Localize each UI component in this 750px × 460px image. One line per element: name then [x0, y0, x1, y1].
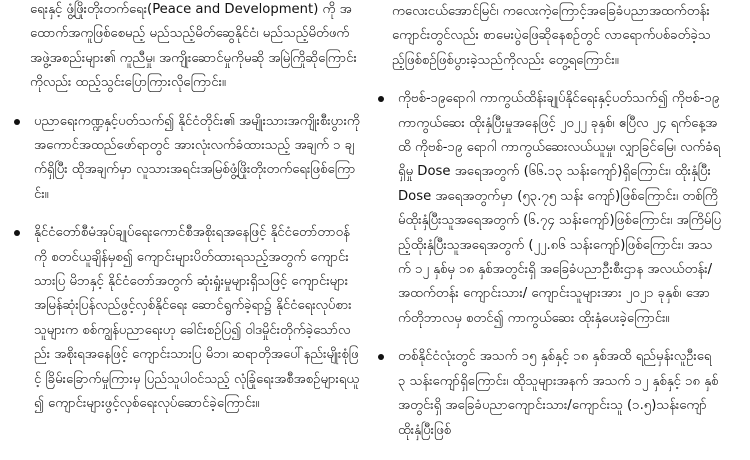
bullet-icon	[14, 119, 20, 125]
bullet-text: ကိုဗစ်-၁၉ရောဂါ ကာကွယ်ထိန်းချုပ်နိုင်ရေးနှင့်ပတ်သက်၍ ကိုဗစ်-၁၉ ကာကွယ်ဆေး ထိုးနှံပြီးမှုအနေဖြင့် ၂၀၂၂ ခုနှစ်၊ ဧပြီလ ၂၄ ရက်နေ့အထိ ကိုဗစ်-၁၉ ရောဂါ ကာကွယ်ဆေးလယ်ယူမှု၊ လျှာခြင်မြေ၊ လက်ခံရရှိမှု Dose အရေအတွက် (၆၆.၁၃ သန်းကျော်)ရှိကြောင်း၊ ထိုးနှံပြီး Dose အရေအတွက်မှာ (၅၃.၇၅ သန်း ကျော်)ဖြစ်ကြောင်း၊ တစ်ကြိမ်ထိုးနှံပြီးသူအရေအတွက် (၆.၇၄ သန်းကျော်)ဖြစ်ကြောင်း၊ အကြိမ်ပြည့်ထိုးနှံပြီးသူအရေအတွက် (၂၂.၈၆ သန်းကျော်)ဖြစ်ကြောင်း၊ အသက် ၁၂ နှစ်မှ ၁၈ နှစ်အတွင်းရှိ အခြေခံပညာဦးစီးဌာန အလယ်တန်း/ အထက်တန်း ကျောင်းသား/ ကျောင်းသူများအား ၂၀၂၁ ခုနှစ်၊ အောက်တိုဘာလမှ စတင်၍ ကာကွယ်ဆေး ထိုးနှံပေးခဲ့ကြောင်း။	[398, 91, 722, 326]
paragraph-continuation: ကလေးငယ်အောင်မြင်၊ ကလေးကဲ့ကြောင့်အခြေခံပညာအထက်တန်းကျောင်းတွင်လည်း စာမေးပွဲဖြေဆိုနေစဉ်တွင် လာရောက်ပစ်ခတ်ခဲ့သည့်ဖြစ်စဉ်ဖြစ်ပွားခဲ့သည်ကိုလည်း တွေ့ရကြောင်း။	[392, 4, 711, 68]
bullet-item	[378, 87, 722, 331]
bullet-item	[14, 221, 360, 416]
bullet-icon	[378, 354, 384, 360]
left-column	[30, 0, 360, 431]
paragraph-continuation: ရေးနှင့် ဖွံ့ဖြိုးတိုးတက်ရေး(Peace and Development) ကို အထောက်အကူဖြစ်စေမည့် မည်သည့်မိတ်ဆွေနိုင်ငံ၊ မည်သည့်မိတ်ဖက်အဖွဲ့အစည်းများ၏ ကူညီမှု၊ အကျိုးဆောင်မှုကိုမဆို အမြဲကြိုဆိုကြောင်းကိုလည်း ထည့်သွင်းပြောကြားလိုကြောင်း။	[30, 2, 357, 91]
bullet-icon	[378, 96, 384, 102]
bullet-icon	[14, 230, 20, 236]
right-column	[392, 0, 722, 457]
bullet-text: တစ်နိုင်ငံလုံးတွင် အသက် ၁၅ နှစ်နှင့် ၁၈ နှစ်အထိ ရည်မှန်းလူဦးရေ ၃ သန်းကျော်ရှိကြောင်း၊ ထိုသူများအနက် အသက် ၁၂ နှစ်နှင့် ၁၈ နှစ်အတွင်းရှိ အခြေခံပညာကျောင်းသား/ကျောင်းသူ (၁.၅)သန်းကျော် ထိုးနှံပြီးဖြစ်	[398, 349, 719, 438]
bullet-text: ပညာရေးကဏ္ဍနှင့်ပတ်သက်၍ နိုင်ငံတိုင်း၏ အမျိုးသားအကျိုးစီးပွားကို အကောင်အထည်ဖော်ရာတွင် အားလုံးလက်ခံထားသည့် အချက် ၁ ချက်ရှိပြီး ထိုအချက်မှာ လူသားအရင်းအမြစ်ဖွံ့ဖြိုးတိုးတက်ရေးဖြစ်ကြောင်း။	[34, 113, 360, 202]
bullet-item	[378, 345, 722, 443]
bullet-text: နိုင်ငံတော်စီမံအုပ်ချုပ်ရေးကောင်စီအစိုးရအနေဖြင့် နိုင်ငံတော်တာဝန်ကို စတင်ယူချိန်မှစ၍ ကျောင်းများပိတ်ထားရသည့်အတွက် ကျောင်းသားပြ မိဘနှင့် နိုင်ငံတော်အတွက် ဆုံးရှုံးမှုများရှိသဖြင့် ကျောင်းများ အမြန်ဆုံးပြန်လည်ဖွင့်လှစ်နိုင်ရေး ဆောင်ရွက်ခဲ့ရာ၌ နိုင်ငံရေးလုပ်စားသူများက စစ်ကျွန်ပညာရေးဟု ခေါင်းစဉ်ပြ၍ ဝါဒမှိုင်းတိုက်ခဲ့သော်လည်း အစိုးရအနေဖြင့် ကျောင်းသားပြ မိဘ၊ ဆရာတိုအပေါ်နည်းမျိုးစုံဖြင့် ခြိမ်းခြောက်မှုကြားမှ ပြည်သူပါဝင်သည့် လုံခြုံရေးအစီအစဉ်များရယူ၍ ကျောင်းများဖွင့်လှစ်ရေးလုပ်ဆောင်ခဲ့ကြောင်း။	[34, 225, 360, 412]
bullet-item	[14, 110, 360, 208]
